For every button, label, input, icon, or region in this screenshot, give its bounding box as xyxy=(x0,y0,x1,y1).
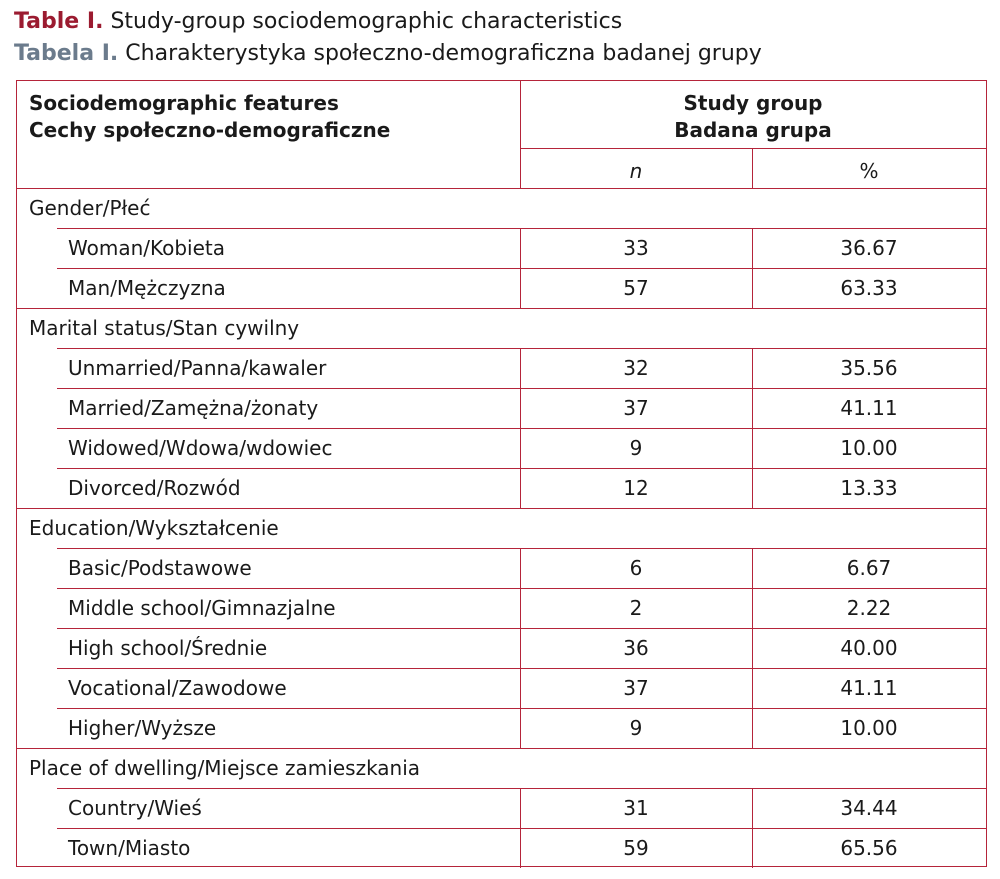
row-separator xyxy=(57,588,986,589)
row-separator xyxy=(57,708,986,709)
row-percent-value: 6.67 xyxy=(846,556,892,580)
row-label: Vocational/Zawodowe xyxy=(68,676,287,700)
row-n-value: 37 xyxy=(623,396,649,420)
header-n: n xyxy=(629,159,643,183)
row-separator xyxy=(57,388,986,389)
header-study-group-pl: Badana grupa xyxy=(674,118,832,142)
row-separator xyxy=(57,348,986,349)
group-title: Gender/Płeć xyxy=(29,196,151,220)
row-percent-value: 36.67 xyxy=(840,236,898,260)
group-title: Place of dwelling/Miejsce zamieszkania xyxy=(29,756,421,780)
row-n-value: 9 xyxy=(629,716,643,740)
row-label: Basic/Podstawowe xyxy=(68,556,252,580)
table xyxy=(16,80,987,867)
row-separator xyxy=(57,628,986,629)
row-label: Widowed/Wdowa/wdowiec xyxy=(68,436,333,460)
group-title: Marital status/Stan cywilny xyxy=(29,316,300,340)
header-features-pl: Cechy społeczno-demograficzne xyxy=(29,118,391,142)
row-n-value: 37 xyxy=(623,676,649,700)
row-percent-value: 40.00 xyxy=(840,636,898,660)
table-title-polish: Charakterystyka społeczno-demograficzna badanej grupy xyxy=(125,41,762,66)
row-n-value: 9 xyxy=(629,436,643,460)
group-separator xyxy=(17,748,986,749)
row-percent-value: 63.33 xyxy=(840,276,898,300)
row-separator xyxy=(57,228,986,229)
row-percent-value: 13.33 xyxy=(840,476,898,500)
row-percent-value: 10.00 xyxy=(840,436,898,460)
row-separator xyxy=(57,268,986,269)
row-n-value: 12 xyxy=(623,476,649,500)
row-percent-value: 35.56 xyxy=(840,356,898,380)
group-separator xyxy=(17,308,986,309)
row-percent-value: 2.22 xyxy=(846,596,892,620)
table-title-english: Study-group sociodemographic characteristics xyxy=(110,9,623,34)
row-separator xyxy=(57,788,986,789)
row-n-value: 31 xyxy=(623,796,649,820)
header-percent: % xyxy=(859,159,879,183)
row-n-value: 6 xyxy=(629,556,643,580)
group-title: Education/Wykształcenie xyxy=(29,516,279,540)
row-label: High school/Średnie xyxy=(68,636,268,660)
row-label: Married/Zamężna/żonaty xyxy=(68,396,319,420)
table-label-english: Table I. xyxy=(14,9,104,34)
table-caption-polish xyxy=(14,40,762,68)
row-label: Town/Miasto xyxy=(68,836,191,860)
row-separator xyxy=(57,668,986,669)
table-label-polish: Tabela I. xyxy=(14,41,119,66)
group-separator xyxy=(17,508,986,509)
header-features-en: Sociodemographic features xyxy=(29,91,339,115)
row-separator xyxy=(57,468,986,469)
row-n-value: 59 xyxy=(623,836,649,860)
header-bottom-border xyxy=(17,188,986,189)
row-label: Man/Mężczyzna xyxy=(68,276,226,300)
row-separator xyxy=(57,548,986,549)
header-study-group-en: Study group xyxy=(683,91,823,115)
row-label: Divorced/Rozwód xyxy=(68,476,241,500)
row-percent-value: 65.56 xyxy=(840,836,898,860)
header-subdivider xyxy=(520,148,986,149)
row-label: Higher/Wyższe xyxy=(68,716,217,740)
row-n-value: 36 xyxy=(623,636,649,660)
row-label: Middle school/Gimnazjalne xyxy=(68,596,336,620)
row-n-value: 2 xyxy=(629,596,643,620)
row-n-value: 32 xyxy=(623,356,649,380)
row-n-value: 33 xyxy=(623,236,649,260)
row-percent-value: 10.00 xyxy=(840,716,898,740)
table-caption-english xyxy=(14,8,622,36)
row-n-value: 57 xyxy=(623,276,649,300)
row-separator xyxy=(57,828,986,829)
row-separator xyxy=(57,428,986,429)
row-percent-value: 41.11 xyxy=(840,396,898,420)
row-label: Woman/Kobieta xyxy=(68,236,226,260)
row-percent-value: 34.44 xyxy=(840,796,898,820)
row-label: Country/Wieś xyxy=(68,796,202,820)
row-label: Unmarried/Panna/kawaler xyxy=(68,356,327,380)
row-percent-value: 41.11 xyxy=(840,676,898,700)
